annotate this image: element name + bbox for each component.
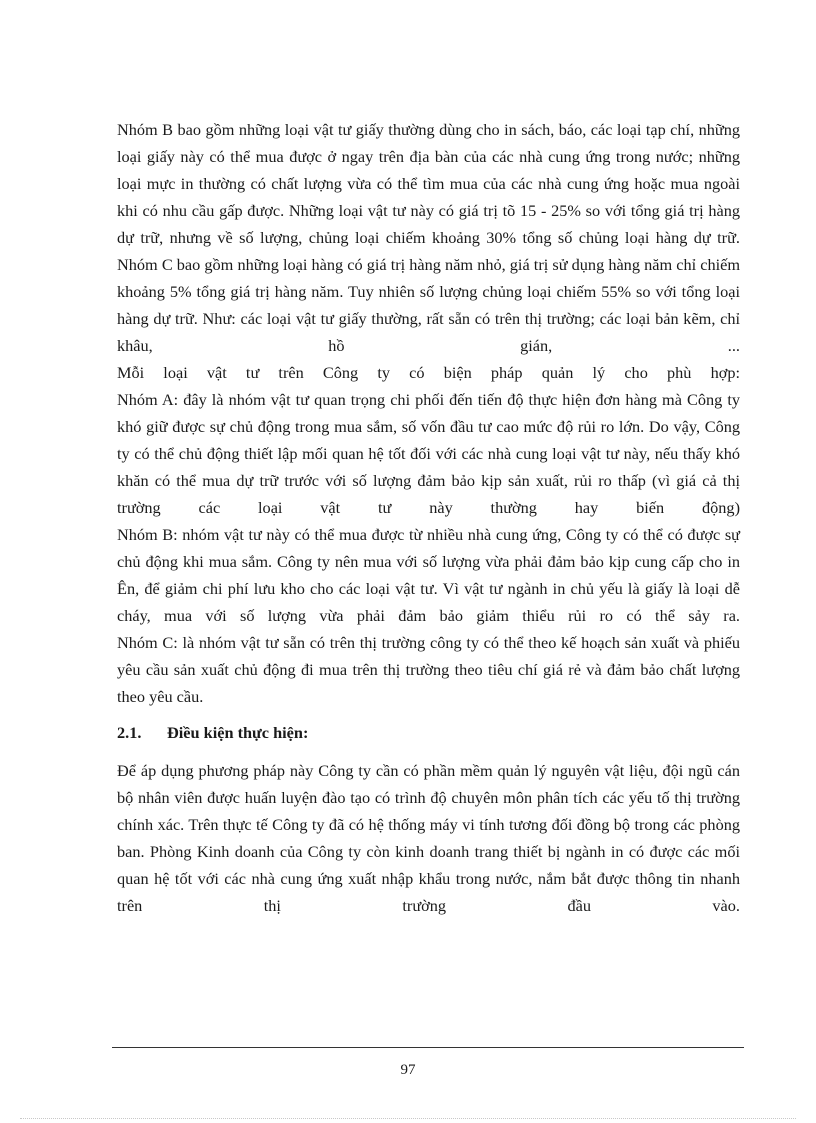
text-block-bottom — [117, 757, 740, 919]
footer-divider — [112, 1047, 744, 1048]
text-block-top — [117, 116, 740, 710]
page-body — [117, 116, 740, 919]
paragraph-nhom-a-policy: Nhóm A: đây là nhóm vật tư quan trọng chi phối đến tiến độ thực hiện đơn hàng mà Công ty khó giữ được sự chủ động trong mua sắm, số vốn đầu tư cao mức độ rủi ro lớn. Do vậy, Công ty có thể chủ động thiết lập mối quan hệ tốt đối với các nhà cung loại vật tư này, nếu thấy khó khăn có thể mua dự trữ trước với số lượng đảm bảo kịp sản xuất, rủi ro thấp (vì giá cả thị trường các loại vật tư này thường hay biến động) — [117, 390, 740, 517]
paragraph-nhom-c-policy: Nhóm C: là nhóm vật tư sẵn có trên thị trường công ty có thể theo kế hoạch sản xuất và phiếu yêu cầu sản xuất chủ động đi mua trên thị trường theo tiêu chí giá rẻ và đảm bảo chất lượng theo yêu cầu. — [117, 633, 740, 706]
page-edge-dotted-line — [20, 1118, 796, 1119]
paragraph-nhom-b-policy: Nhóm B: nhóm vật tư này có thể mua được từ nhiều nhà cung ứng, Công ty có thể có được sự chủ động khi mua sắm. Công ty nên mua với số lượng vừa phải đảm bảo kịp cung cấp cho in Ên, để giảm chi phí lưu kho cho các loại vật tư. Vì vật tư ngành in chủ yếu là giấy là loại dễ cháy, mua với số lượng vừa phải đảm bảo giảm thiểu rủi ro có thể sảy ra. — [117, 525, 740, 625]
page-number: 97 — [400, 1062, 416, 1078]
section-number: 2.1. — [117, 723, 142, 742]
paragraph-nhom-b-intro: Nhóm B bao gồm những loại vật tư giấy thường dùng cho in sách, báo, các loại tạp chí, những loại giấy này có thể mua được ở ngay trên địa bàn của các nhà cung ứng trong nước; những loại mực in thường có chất lượng vừa có thể tìm mua của các nhà cung ứng hoặc mua ngoài khi có nhu cầu gấp được. Những loại vật tư này có giá trị tõ 15 - 25% so với tổng giá trị hàng dự trữ, nhưng về số lượng, chủng loại chiếm khoảng 30% tổng số chủng loại hàng dự trữ. — [117, 120, 740, 247]
paragraph-management-intro: Mỗi loại vật tư trên Công ty có biện pháp quản lý cho phù hợp: — [117, 363, 740, 382]
paragraph-nhom-c-intro: Nhóm C bao gồm những loại hàng có giá trị hàng năm nhỏ, giá trị sử dụng hàng năm chỉ chiếm khoảng 5% tổng giá trị hàng năm. Tuy nhiên số lượng chủng loại chiếm 55% so với tổng loại hàng dự trữ. Như: các loại vật tư giấy thường, rất sẵn có trên thị trường; các loại bản kẽm, chỉ khâu, hồ gián, ... — [117, 255, 740, 355]
section-heading — [117, 721, 740, 745]
section-title: Điều kiện thực hiện: — [167, 723, 309, 742]
paragraph-conditions: Để áp dụng phương pháp này Công ty cần có phần mềm quản lý nguyên vật liệu, đội ngũ cán bộ nhân viên được huấn luyện đào tạo có trình độ chuyên môn phân tích các yếu tố thị trường chính xác. Trên thực tế Công ty đã có hệ thống máy vi tính tương đối đồng bộ trong các phòng ban. Phòng Kinh doanh của Công ty còn kinh doanh trang thiết bị ngành in có được các mối quan hệ tốt với các nhà cung ứng xuất nhập khẩu trong nước, nắm bắt được thông tin nhanh trên thị trường đầu vào. — [117, 761, 740, 915]
